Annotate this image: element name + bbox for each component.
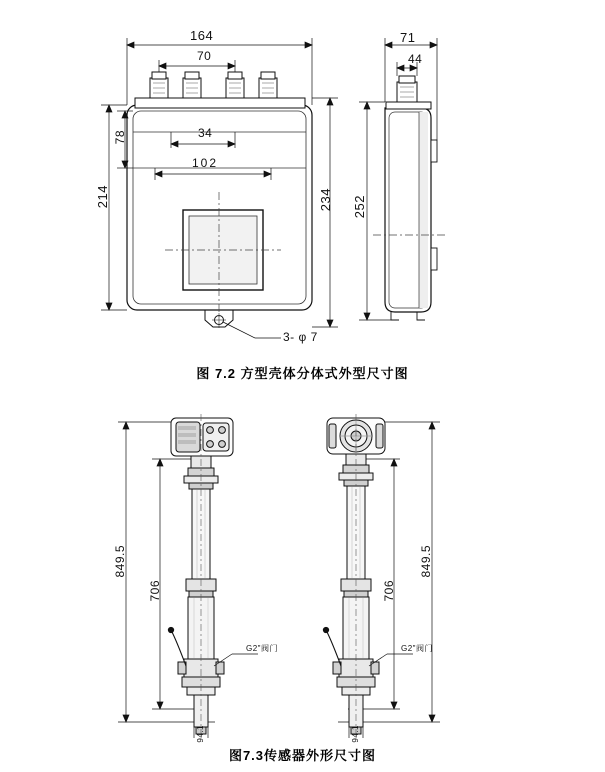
dim-right-bottom-94-1: 94.1 [351,725,360,743]
dim-right-inner-706: 706 [382,580,396,602]
dim-mid-34: 34 [198,126,213,140]
valve-note-left: G2"阀门 [246,644,279,653]
side-view-drawing [355,20,555,360]
dim-left-214: 214 [95,185,110,209]
dim-right-234: 234 [318,188,333,212]
dim-left-inner-706: 706 [148,580,162,602]
valve-note-right: G2"阀门 [401,644,434,653]
dim-left-bottom-94-1: 94.1 [196,725,205,743]
dim-mid-102: 102 [192,156,219,170]
dim-side-71: 71 [400,30,416,45]
dim-side-252: 252 [352,195,367,219]
figure-7-3 [0,400,605,772]
hole-note-3-phi-7: 3- φ 7 [283,330,318,344]
dim-top-inner-70: 70 [197,49,212,63]
figure-7-3-caption: 图7.3传感器外形尺寸图 [228,748,377,763]
dim-right-overall-849-5: 849.5 [419,545,433,578]
dim-side-44: 44 [408,52,423,66]
dim-left-78: 78 [113,130,127,145]
dim-left-overall-849-5: 849.5 [113,545,127,578]
sensor-outline-drawing [0,404,605,744]
figure-7-2-caption: 图 7.2 方型壳体分体式外型尺寸图 [196,366,409,381]
dim-top-overall-164: 164 [190,28,214,43]
